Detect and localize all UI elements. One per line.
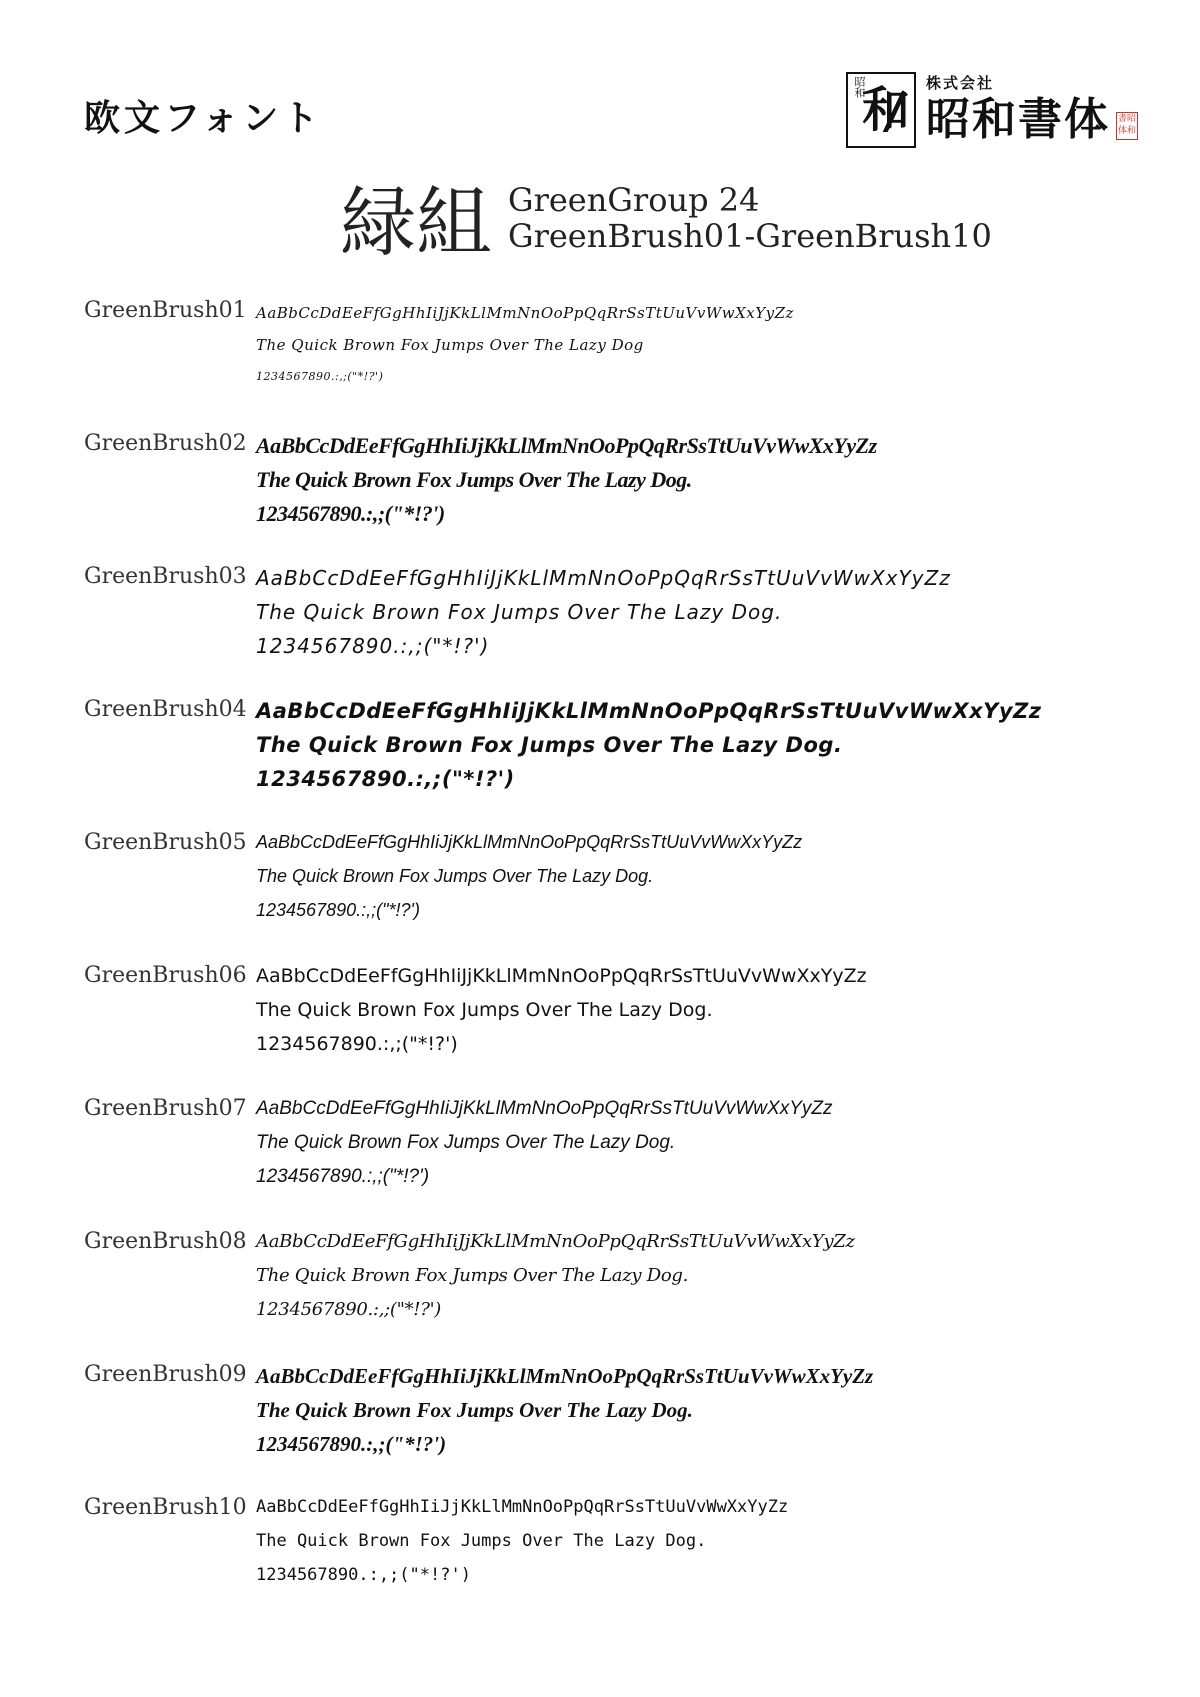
numerals-sample: 1234567890.:,;("*!?') <box>256 501 445 526</box>
alphabet-sample: AaBbCcDdEeFfGgHhIiJjKkLlMmNnOoPpQqRrSsTtUuVvWwXxYyZz <box>256 566 951 590</box>
alphabet-sample: AaBbCcDdEeFfGgHhIiJjKkLlMmNnOoPpQqRrSsTtUuVvWwXxYyZz <box>256 965 867 987</box>
alphabet-sample: AaBbCcDdEeFfGgHhIiJjKkLlMmNnOoPpQqRrSsTtUuVvWwXxYyZz <box>256 1364 874 1388</box>
logo-company-name: 昭和書体 <box>926 94 1110 145</box>
page-title: 欧文フォント <box>84 98 323 139</box>
font-name-label: GreenBrush09 <box>84 1362 247 1387</box>
group-name: GreenGroup 24 <box>508 181 760 219</box>
logo-mark <box>846 72 916 148</box>
company-logo <box>846 72 1136 152</box>
numerals-sample: 1234567890.:,;("*!?') <box>256 1299 441 1320</box>
pangram-sample: The Quick Brown Fox Jumps Over The Lazy Dog. <box>256 733 843 757</box>
logo-seal-stamp: 書昭体和 <box>1116 112 1138 140</box>
font-sample-greenbrush04 <box>84 697 1164 817</box>
group-font-range: GreenBrush01-GreenBrush10 <box>508 217 992 255</box>
font-sample-greenbrush08 <box>84 1229 1164 1349</box>
font-name-label: GreenBrush01 <box>84 298 247 323</box>
font-sample-greenbrush05 <box>84 830 1164 950</box>
font-sample-greenbrush02 <box>84 431 1164 551</box>
alphabet-sample: AaBbCcDdEeFfGgHhIiJjKkLlMmNnOoPpQqRrSsTtUuVvWwXxYyZz <box>256 1231 855 1252</box>
alphabet-sample: AaBbCcDdEeFfGgHhIiJjKkLlMmNnOoPpQqRrSsTtUuVvWwXxYyZz <box>256 832 803 852</box>
font-name-label: GreenBrush04 <box>84 697 247 722</box>
pangram-sample: The Quick Brown Fox Jumps Over The Lazy Dog. <box>256 999 713 1021</box>
font-name-label: GreenBrush07 <box>84 1096 247 1121</box>
pangram-sample: The Quick Brown Fox Jumps Over The Lazy Dog. <box>256 1398 693 1422</box>
numerals-sample: 1234567890.:,;("*!?') <box>256 1565 471 1585</box>
alphabet-sample: AaBbCcDdEeFfGgHhIiJjKkLlMmNnOoPpQqRrSsTtUuVvWwXxYyZz <box>256 1497 789 1517</box>
font-name-label: GreenBrush05 <box>84 830 247 855</box>
pangram-sample: The Quick Brown Fox Jumps Over The Lazy Dog. <box>256 1531 707 1551</box>
pangram-sample: The Quick Brown Fox Jumps Over The Lazy Dog. <box>256 1132 676 1153</box>
pangram-sample: The Quick Brown Fox Jumps Over The Lazy Dog. <box>256 1265 689 1286</box>
font-sample-greenbrush07 <box>84 1096 1164 1216</box>
numerals-sample: 1234567890.:,;("*!?') <box>256 1166 430 1187</box>
logo-corporation-label: 株式会社 <box>926 74 995 92</box>
numerals-sample: 1234567890.:,;("*!?') <box>256 370 384 383</box>
font-sample-greenbrush03 <box>84 564 1164 684</box>
font-sample-greenbrush01 <box>84 298 1164 418</box>
font-name-label: GreenBrush08 <box>84 1229 247 1254</box>
alphabet-sample: AaBbCcDdEeFfGgHhIiJjKkLlMmNnOoPpQqRrSsTtUuVvWwXxYyZz <box>256 1098 833 1119</box>
numerals-sample: 1234567890.:,;("*!?') <box>256 634 490 658</box>
alphabet-sample: AaBbCcDdEeFfGgHhIiJjKkLlMmNnOoPpQqRrSsTtUuVvWwXxYyZz <box>256 699 1042 723</box>
alphabet-sample: AaBbCcDdEeFfGgHhIiJjKkLlMmNnOoPpQqRrSsTtUuVvWwXxYyZz <box>256 304 794 322</box>
numerals-sample: 1234567890.:,;("*!?') <box>256 1432 447 1456</box>
numerals-sample: 1234567890.:,;("*!?') <box>256 1033 458 1055</box>
pangram-sample: The Quick Brown Fox Jumps Over The Lazy Dog. <box>256 600 783 624</box>
pangram-sample: The Quick Brown Fox Jumps Over The Lazy Dog. <box>256 866 654 886</box>
font-name-label: GreenBrush03 <box>84 564 247 589</box>
font-name-label: GreenBrush10 <box>84 1495 247 1520</box>
font-sample-greenbrush10 <box>84 1495 1164 1615</box>
logo-mark-small-text: 昭和 <box>853 76 866 98</box>
group-kanji: 緑組 <box>340 178 492 267</box>
font-sample-greenbrush06 <box>84 963 1164 1083</box>
font-sample-greenbrush09 <box>84 1362 1164 1482</box>
numerals-sample: 1234567890.:,;("*!?') <box>256 767 515 791</box>
alphabet-sample: AaBbCcDdEeFfGgHhIiJjKkLlMmNnOoPpQqRrSsTtUuVvWwXxYyZz <box>256 433 877 458</box>
font-name-label: GreenBrush02 <box>84 431 247 456</box>
pangram-sample: The Quick Brown Fox Jumps Over The Lazy Dog <box>256 336 644 354</box>
logo-mark-kanji: 和 <box>862 82 911 138</box>
font-name-label: GreenBrush06 <box>84 963 247 988</box>
numerals-sample: 1234567890.:,;("*!?') <box>256 900 420 920</box>
pangram-sample: The Quick Brown Fox Jumps Over The Lazy Dog. <box>256 467 692 492</box>
